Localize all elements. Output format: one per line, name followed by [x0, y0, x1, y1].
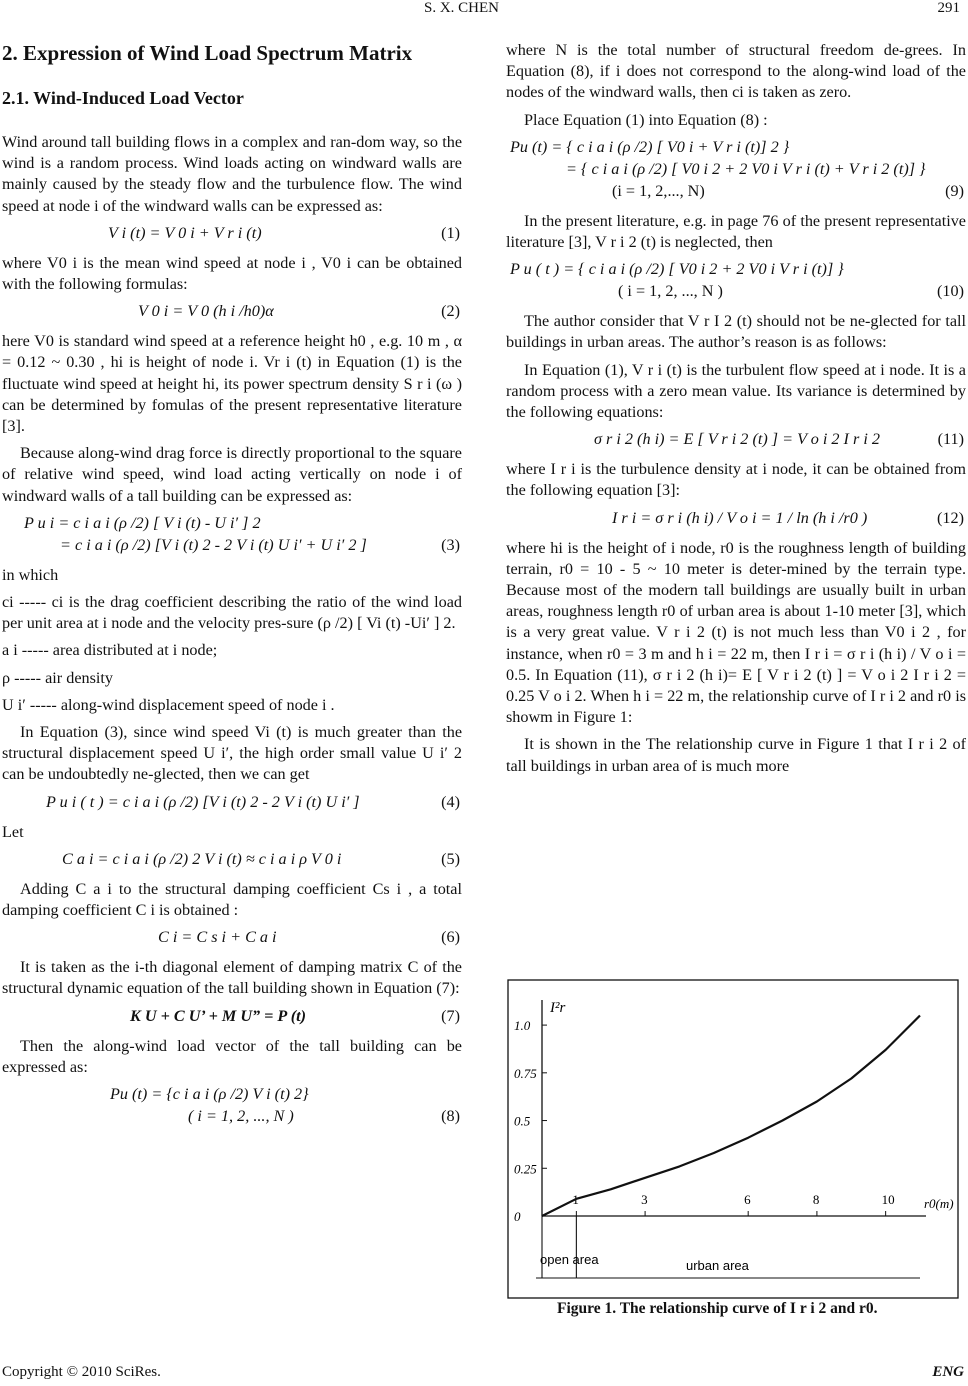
section-title: 2. Expression of Wind Load Spectrum Matrix	[2, 41, 413, 65]
left-column	[2, 40, 462, 1136]
paragraph: In Equation (1), V r i (t) is the turbulent flow speed at i node. It is a random process with a zero mean value. Its variance is determined by the following equations:	[506, 360, 966, 422]
paragraph: Then the along-wind load vector of the tall building can be expressed as:	[2, 1036, 462, 1076]
equation-7: K U + C U’ + M U” = P (t) (7)	[130, 1006, 460, 1025]
definition: ci ----- ci is the drag coefficient describing the ratio of the wind load per unit area at i node and the velocity pres-sure (ρ /2) [ Vi (t) -Ui′ ] 2.	[2, 593, 462, 633]
paragraph: Adding C a i to the structural damping coefficient Cs i , a total damping coefficient C i is obtained :	[2, 879, 462, 920]
header-author: S. X. CHEN	[424, 0, 500, 16]
equation-5: C a i = c i a i (ρ /2) 2 V i (t) ≈ c i a i ρ V 0 i (5)	[62, 849, 460, 868]
x-tick-label: 8	[812, 1192, 820, 1207]
equation-2: V 0 i = V 0 (h i /h0)α (2)	[138, 302, 460, 321]
definition: a i ----- area distributed at i node;	[2, 641, 218, 660]
paragraph: In Equation (3), since wind speed Vi (t) is much greater than the structural displacement speed U i′, the high order small value U i′ 2 can be undoubtedly ne-glected, then we can get	[2, 723, 462, 784]
y-tick-label: 1.0	[514, 1018, 531, 1034]
figure-1-chart	[500, 978, 966, 1328]
urban-area-label: urban area	[686, 1258, 749, 1273]
y-tick-label: 0.5	[514, 1113, 531, 1129]
y-tick-label: 0.25	[514, 1161, 537, 1177]
paragraph: where N is the total number of structural freedom de-grees. In Equation (8), if i does not correspond to the along-wind load of the nodes of the windward walls, then ci is taken as zero.	[506, 41, 966, 102]
paragraph: It is taken as the i-th diagonal element of damping matrix C of the structural dynamic equation of the tall building shown in Equation (7):	[2, 958, 462, 998]
page-number: 291	[937, 0, 960, 16]
figure-caption: Figure 1. The relationship curve of I r i 2 and r0.	[557, 1300, 878, 1317]
x-tick-label: 6	[744, 1192, 751, 1207]
paragraph: In the present literature, e.g. in page 76 of the present representative literature [3], V r i 2 (t) is neglected, then	[506, 211, 966, 252]
paragraph: here V0 is standard wind speed at a reference height h0 , e.g. 10 m , α = 0.12 ~ 0.30 , hi is height of node i. Vr i (t) in Equation (1) is the fluctuate wind speed at height hi, its power spectrum density S r i (ω ) can be determined by fomulas of the present representative literature [3].	[2, 332, 462, 436]
x-tick-label: 1	[572, 1192, 579, 1207]
paragraph: It is shown in the The relationship curve in Figure 1 that I r i 2 of tall buildings in urban area of is much more	[506, 735, 966, 775]
paragraph: where hi is the height of i node, r0 is the roughness length of building terrain, r0 = 10 - 5 ~ 10 meter is deter-mined by the terrain type. Because most of the modern tall buildings are usually built in urban areas, roughness length r0 of urban area is about 1-10 meter [3], which is a very great value. V r i 2 (t) is not much less than V0 i 2 , for instance, when r0 = 3 m and h i = 22 m, then I r i = σ r i (h i) / V o i = 0.5. In Equation (11), σ r i 2 (h i)= E [ V r i 2 (t) ] = V o i 2 I r i 2 = 0.25 V o i 2. When h i = 22 m, the relationship curve of I r i 2 and r0 is showm in Figure 1:	[506, 538, 966, 727]
paragraph: Place Equation (1) into Equation (8) :	[524, 110, 768, 129]
definition: ρ ----- air density	[2, 668, 114, 687]
y-tick-label: 0	[514, 1209, 521, 1224]
x-tick-label: 10	[881, 1192, 895, 1207]
equation-1: V i (t) = V 0 i + V r i (t) (1)	[108, 223, 460, 242]
figure-frame	[508, 980, 958, 1298]
equation-9: Pu (t) = { c i a i (ρ /2) [ V0 i + V r i (t)] 2 } = { c i a i (ρ /2) [ V0 i 2 + 2 V0 i V r i (t) + V r i 2 (t)] } (i = 1, 2,..., N) (9)	[510, 137, 964, 200]
definition: U i′ ----- along-wind displacement speed of node i .	[2, 695, 335, 714]
equation-6: C i = C s i + C a i (6)	[158, 928, 460, 947]
y-tick-label: 0.75	[514, 1065, 537, 1081]
equation-8: Pu (t) = {c i a i (ρ /2) V i (t) 2} ( i = 1, 2, ..., N ) (8)	[110, 1085, 460, 1126]
equation-4: P u i ( t ) = c i a i (ρ /2) [V i (t) 2 - 2 V i (t) U i′ ] (4)	[46, 792, 460, 811]
journal-abbrev: ENG	[932, 1364, 964, 1380]
paragraph: in which	[2, 565, 59, 584]
equation-3: P u i = c i a i (ρ /2) [ V i (t) - U i′ ] 2 = c i a i (ρ /2) [V i (t) 2 - 2 V i (t) U i′ + U i′ 2 ] (3)	[24, 513, 460, 554]
paragraph: where V0 i is the mean wind speed at node i , V0 i can be obtained with the following formulas:	[2, 253, 462, 294]
paragraph: Wind around tall building flows in a complex and ran-dom way, so the wind is a random process. Wind loads acting on windward walls are mainly caused by the steady flow and the turbulence flow. The wind speed at node i of the windward walls can be expressed as:	[2, 133, 462, 215]
x-axis-label: r0(m)	[924, 1196, 954, 1211]
subsection-title: 2.1. Wind-Induced Load Vector	[2, 88, 244, 108]
running-header	[0, 0, 968, 22]
x-tick-label: 3	[641, 1192, 648, 1207]
open-area-label: open area	[540, 1252, 599, 1267]
paragraph: where I r i is the turbulence density at i node, it can be obtained from the following equation [3]:	[506, 460, 966, 500]
paragraph: Let	[2, 822, 24, 841]
equation-12: I r i = σ r i (h i) / V o i = 1 / ln (h i /r0 ) (12)	[612, 508, 964, 527]
paragraph: Because along-wind drag force is directly proportional to the square of relative wind speed, wind load acting vertically on node i of windward walls of a tall building can be expressed as:	[2, 444, 462, 505]
paragraph: The author consider that V r I 2 (t) should not be ne-glected for tall buildings in urban areas. The author’s reason is as follows:	[506, 312, 966, 352]
copyright: Copyright © 2010 SciRes.	[2, 1364, 161, 1380]
right-column	[506, 40, 966, 783]
equation-11: σ r i 2 (h i) = E [ V r i 2 (t) ] = V o i 2 I r i 2 (11)	[594, 430, 964, 449]
y-axis-label: I²r	[550, 1000, 566, 1016]
relationship-curve	[542, 1016, 920, 1217]
equation-10: P u ( t ) = { c i a i (ρ /2) [ V0 i 2 + 2 V0 i V r i (t)] } ( i = 1, 2, ..., N ) (10)	[510, 260, 964, 301]
